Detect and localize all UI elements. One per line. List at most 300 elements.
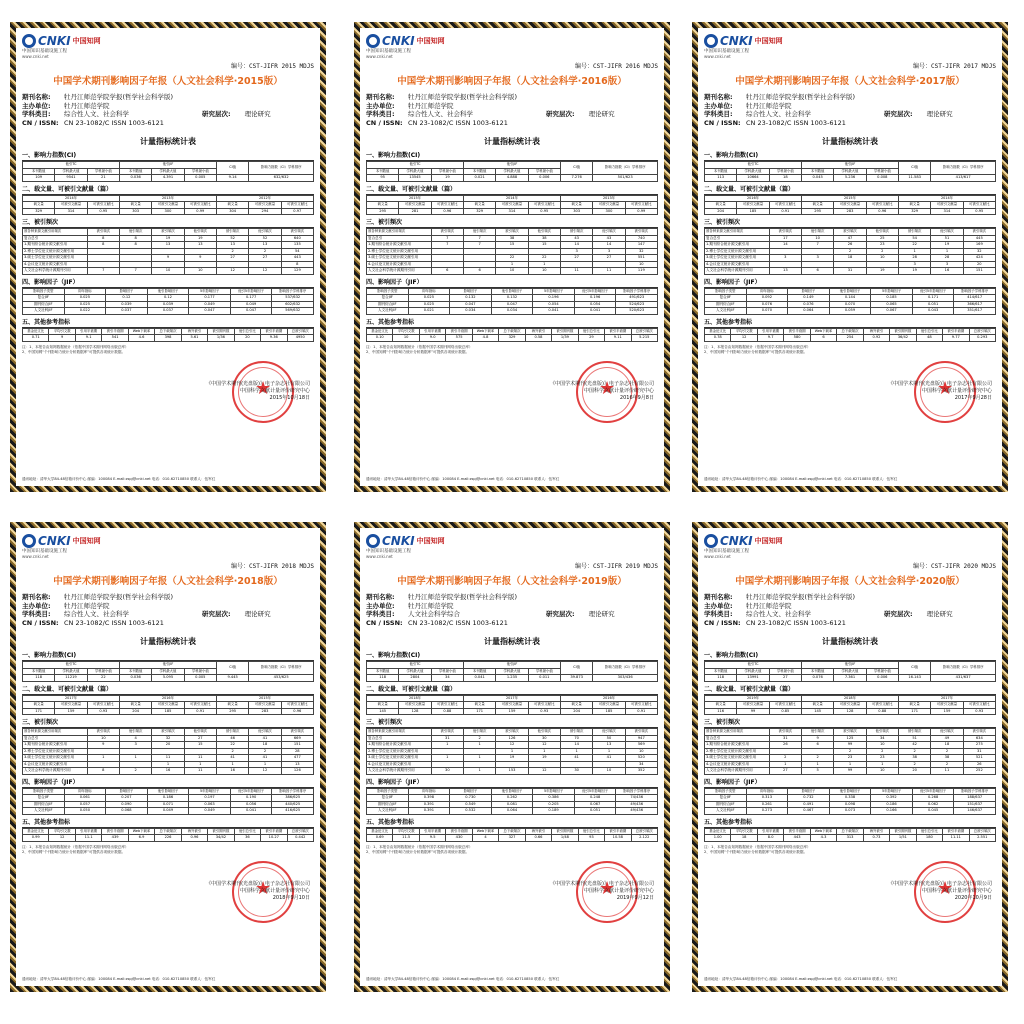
jif-col-header: 影响因子 [788,288,830,295]
section-jif: 四、影响因子（JIF） [366,277,658,288]
journal-label: 期刊名称: [22,93,51,101]
citation-value: 8 [119,242,151,249]
ci-value: 413/617 [931,175,996,182]
jif-value: 0.065 [871,301,913,308]
cn-issn-label: CN / ISSN: [22,118,59,127]
jif-value: 0.549 [450,801,492,808]
journal-label: 期刊名称: [704,593,733,601]
other-value: 29 [578,335,604,342]
jif-value: 0.041 [533,308,575,315]
ci-group-jif: 他引JIF [119,162,216,169]
other-col-header: 引用半衰期 [75,328,101,335]
jif-col-header: 他引5年影响因子 [912,788,954,795]
ci-group-tc: 他引TC [705,662,802,669]
jif-value: 0.185 [871,295,913,302]
ci-col-header: 学科最大值 [834,668,866,675]
volume-value: 0.88 [431,708,463,715]
citation-value: 28 [281,748,313,755]
jif-value: 414/617 [954,295,996,302]
citation-value: 6 [801,742,833,749]
jif-value: 0.056 [230,801,272,808]
logo-url: www.cnki.net [366,54,393,59]
jif-row-label: 复合JIF [705,795,747,802]
other-col-header: 被引期刊数 [552,328,578,335]
note-line: 注：1、本报告由知网数据统计（依据中国学术期刊网络出版总库） [704,844,811,849]
citation-value: 2 [898,748,930,755]
citation-value: 23 [834,755,866,762]
citation-value: 151 [963,268,995,275]
logo-text: CNKI [382,34,415,48]
star-icon: ★ [937,377,954,399]
volume-table [366,695,658,716]
citation-value: 14 [593,242,625,249]
journal-label: 期刊名称: [22,593,51,601]
other-col-header: 被引期刊数 [890,328,916,335]
volume-value: 159 [931,708,963,715]
volume-col-header: 可被引文献比 [769,202,801,209]
citation-value: 47 [834,235,866,242]
ci-group-tc: 他引TC [367,662,464,669]
jif-value: 0.047 [189,308,231,315]
level-value: 理论研究 [926,110,953,118]
citation-row-label: 3.硕士学位论文统计源文献引用 [705,255,770,262]
citation-value: 16 [216,768,248,775]
cn-issn-value: CN 23-1082/C ISSN 1003-6121 [64,118,164,127]
citation-value: 10 [801,235,833,242]
jif-col-header: 影响因子 [450,788,492,795]
citation-value: 41 [249,735,281,742]
citation-value: 22 [898,242,930,249]
citation-value: 15 [528,242,560,249]
section-citations: 三、被引频次 [22,717,314,728]
volume-col-header: 可被引文献比 [963,702,995,709]
ci-value: 5.095 [152,675,184,682]
other-col-header: 被引半衰期 [261,328,287,335]
citation-col-header: 他引频次 [931,229,963,236]
volume-col-header: 载文量 [705,702,737,709]
citation-value: 11 [184,755,216,762]
citation-value: 27 [184,735,216,742]
jif-col-header: 影响因子学科排序 [272,788,314,795]
jif-value: 0.054 [533,301,575,308]
sponsor-value: 牡丹江师范学院 [408,601,454,610]
jif-value: 0.171 [912,295,954,302]
citation-value: 14 [769,242,801,249]
section-volume: 二、载文量、可被引文献量（篇） [704,184,996,195]
citation-col-header: 被引频次 [431,229,463,236]
volume-value: 0.99 [625,208,657,215]
citation-value: 18 [834,255,866,262]
table-row [23,268,314,275]
stats-table-title: 计量指标统计表 [484,137,540,146]
citation-row-label: 人文社会科学统计源期刊引用 [23,768,88,775]
citation-col-header: 他引频次 [801,229,833,236]
jif-col-header: 影响因子学科排序 [954,288,996,295]
volume-value: 204 [119,708,151,715]
ci-col-header: 本刊数值 [367,168,399,175]
other-value: 11.1 [75,835,101,842]
other-value: 0.71 [23,335,49,342]
citation-value: 15 [496,242,528,249]
logo-cn: 中国知网 [72,37,101,45]
citation-value: 18 [931,742,963,749]
sponsor-label: 主办单位: [704,601,733,610]
evaluation-center: 中国科学文献计量评价研究中心 [921,887,992,894]
citation-col-header: 被引频次 [769,729,801,736]
citation-col-header: 被引频次 [625,229,657,236]
jif-value: 0.730 [450,795,492,802]
jif-row-label: 复合JIF [705,295,747,302]
other-table [22,328,314,342]
other-value: 1.00 [705,835,731,842]
volume-value: 0.99 [184,208,216,215]
citation-col-header: 被引频次 [281,229,313,236]
other-value: 9.36 [261,335,287,342]
jif-col-header: 影响因子类型 [367,788,409,795]
jif-value: 0.391 [408,801,450,808]
jif-value: 0.049 [230,301,272,308]
volume-value: 0.95 [528,208,560,215]
section-other: 五、其他参考指标 [704,317,996,328]
other-col-header: 海外被引 [181,828,207,835]
jif-col-header: 5年影响因子 [189,288,231,295]
table-row [705,308,996,315]
citation-value: 2 [834,748,866,755]
ci-col-header: 影响力指数（CI）学科排序 [249,162,314,175]
evaluation-center: 中国科学文献计量评价研究中心 [583,387,654,394]
jif-value: 0.054 [574,301,616,308]
other-value: 8.0 [757,835,783,842]
volume-value: 145 [367,708,399,715]
citation-value: 3 [119,742,151,749]
citation-value: 126 [496,735,528,742]
citation-value: 11 [931,768,963,775]
ci-col-header: 学科最大值 [152,668,184,675]
volume-col-header: 可被引文献比 [528,702,560,709]
ci-value: 0.021 [463,175,495,182]
ci-value: 19 [431,175,463,182]
volume-value: 159 [55,708,87,715]
other-value: 4.8 [472,335,498,342]
citation-value: 1 [152,761,184,768]
citation-value: 20 [963,261,995,268]
ci-col-header: 本刊数值 [23,668,55,675]
citation-value: 2 [931,761,963,768]
section-citations: 三、被引频次 [22,217,314,228]
citation-col-header: 被引频次 [769,229,801,236]
other-value: 9.0 [419,335,445,342]
ci-col-header: 影响力指数（CI）学科排序 [593,162,658,175]
section-other: 五、其他参考指标 [22,817,314,828]
volume-value: 0.88 [866,708,898,715]
other-col-header: 被引期刊数 [890,828,916,835]
other-col-header: 平均引文数 [731,828,757,835]
volume-col-header: 可被引文献量 [834,702,866,709]
level-label: 研究层次: [884,610,913,618]
citation-value: 9 [87,742,119,749]
citation-value: 13 [152,242,184,249]
jif-value: 0.273 [746,808,788,815]
jif-value: 0.039 [106,301,148,308]
sponsor-value: 牡丹江师范学院 [746,101,792,110]
ci-col-header: 本刊数值 [801,668,833,675]
jif-col-header: 他引影响因子 [829,788,871,795]
ci-group-tc: 他引TC [23,662,120,669]
jif-col-header: 5年影响因子 [533,788,575,795]
volume-year: 2019年 [705,695,802,702]
note-line: 2、中国知网“个刊影响力统计分析数据库”可提供各项统计数据。 [22,849,126,854]
other-value: 0.96 [181,835,207,842]
other-value: 313 [837,835,863,842]
jif-value: 0.189 [533,808,575,815]
volume-year: 2016年 [560,695,657,702]
table-row [23,768,314,775]
category-value: 综合性人文、社会科学 [408,110,473,118]
logo-cn: 中国知网 [754,37,783,45]
jif-value: 0.037 [147,308,189,315]
citation-value: 26 [963,761,995,768]
citation-value: 10 [625,748,657,755]
citation-value: 49 [931,735,963,742]
report-code: 编号：CST-JIFR 2015 MDJS [230,63,314,70]
table-row [23,308,314,315]
citations-table [22,228,314,275]
citation-col-header: 他引频次 [866,229,898,236]
jif-value: 0.057 [64,801,106,808]
citation-value: 27 [249,255,281,262]
citation-value: 2 [931,748,963,755]
jif-value: 0.177 [189,295,231,302]
category-label: 学科类目: [22,110,51,118]
ci-col-header: CI值 [216,162,248,175]
citation-value: 31 [769,735,801,742]
citation-value: 10 [87,735,119,742]
volume-col-header: 载文量 [898,702,930,709]
citation-value: 12 [216,268,248,275]
volume-col-header: 载文量 [560,202,592,209]
jif-value: 0.12 [147,295,189,302]
note-line: 2、中国知网“个刊影响力统计分析数据库”可提供各项统计数据。 [704,849,808,854]
level-label: 研究层次: [884,110,913,118]
jif-row-label: 人文社科JIF [367,808,409,815]
citation-value: 119 [625,268,657,275]
logo-cn: 中国知网 [416,537,445,545]
publisher-name: 《中国学术期刊(光盘版)》电子杂志社有限公司 [206,380,310,387]
jif-value: 0.144 [829,295,871,302]
section-ci: 一、影响力指数(CI) [366,150,658,161]
other-col-header: Web下载率 [472,328,498,335]
jif-value: 0.063 [189,801,231,808]
jif-col-header: 即年指标 [746,288,788,295]
ci-col-header: 学科最大值 [152,168,184,175]
citation-col-header: 被引频次 [898,729,930,736]
ci-value: 21 [87,175,119,182]
logo-subtitle: 中国知识基础设施工程 [22,49,67,54]
citation-value: 7 [463,242,495,249]
other-value: 6.9 [128,835,154,842]
notes [366,845,658,855]
volume-col-header: 载文量 [801,702,833,709]
other-value: 0.10 [367,335,393,342]
level-label: 研究层次: [202,610,231,618]
other-value: 580 [784,335,810,342]
citation-value: 151 [281,742,313,749]
citation-value: 31 [834,268,866,275]
report-date: 2016年9月8日 [619,394,654,401]
jif-col-header: 影响因子类型 [705,288,747,295]
jif-value: 0.021 [408,308,450,315]
citation-source-header: 被各种来源文献引用频次 [23,729,88,736]
other-table [704,328,996,342]
other-col-header: 被引期刊数 [552,828,578,835]
citation-row-label: 4.会议论文统计源文献引用 [367,261,432,268]
other-col-header: 被引期刊数 [208,828,234,835]
level-value: 理论研究 [926,610,953,618]
volume-value: 0.91 [769,208,801,215]
citation-value: 2 [216,248,248,255]
citation-row-label: 人文社会科学统计源期刊引用 [367,268,432,275]
ci-value: 431/637 [931,675,996,682]
other-value: 20 [234,335,260,342]
contact-footer: 通讯地址：清华大学84-48信箱评价中心 邮编：100084 E-mail:zspj@cnki.net 电话：010-62710850 联系人：伍军红 [22,477,216,481]
jif-value: 0.076 [788,301,830,308]
logo-cn: 中国知网 [754,537,783,545]
citation-value: 13 [216,242,248,249]
citation-row-label: 1.期刊综合统计源文献引用 [705,742,770,749]
volume-col-header: 可被引文献量 [399,202,431,209]
publisher-block [888,877,992,902]
publisher-block [888,377,992,402]
other-value: 93 [578,835,604,842]
ci-col-header: 影响力指数（CI）学科排序 [931,662,996,675]
jif-value: 0.067 [574,801,616,808]
section-volume: 二、载文量、可被引文献量（篇） [22,684,314,695]
jif-value: 0.047 [450,301,492,308]
citation-col-header: 他引频次 [528,229,560,236]
citation-value: 1 [593,748,625,755]
jif-value: 0.132 [491,295,533,302]
citation-value: 51 [898,735,930,742]
jif-value: 0.050 [64,808,106,815]
level-label: 研究层次: [202,110,231,118]
contact-footer: 通讯地址：清华大学84-48信箱评价中心 邮编：100084 E-mail:zspj@cnki.net 电话：010-62710850 联系人：伍军红 [704,977,898,981]
logo-cn: 中国知网 [416,37,445,45]
citation-value: 443 [281,255,313,262]
evaluation-center: 中国科学文献计量评价研究中心 [583,887,654,894]
other-col-header: 他引总引比 [916,828,942,835]
ci-value: 7.361 [834,675,866,682]
journal-name: 牡丹江师范学院学报(哲学社会科学版) [408,593,518,601]
citation-row-label: 复合总引 [23,235,88,242]
citation-row-label: 4.会议论文统计源文献引用 [705,261,770,268]
citation-value: 3 [801,255,833,262]
other-col-header: 总下载频次 [837,828,863,835]
citation-value: 12 [528,742,560,749]
ci-value: 109 [23,175,55,182]
other-value: 2.122 [631,835,657,842]
volume-col-header: 可被引文献比 [184,202,216,209]
report-code: 编号：CST-JIFR 2019 MDJS [574,563,658,570]
jif-col-header: 即年指标 [408,288,450,295]
journal-meta [704,593,996,627]
jif-value: 0.034 [491,308,533,315]
volume-value: 204 [560,708,592,715]
other-value: 5.61 [181,335,207,342]
citation-value: 27 [560,255,592,262]
ci-value: 16.143 [898,675,930,682]
volume-col-header: 可被引文献比 [281,702,313,709]
volume-value: 128 [399,708,431,715]
citation-value: 8 [87,235,119,242]
table-row [367,308,658,315]
volume-value: 159 [496,708,528,715]
citation-value: 19 [496,755,528,762]
citation-row-label: 复合总引 [367,235,432,242]
citation-value: 41 [560,755,592,762]
citation-value: 1 [496,748,528,755]
report-date: 2015年10月18日 [269,394,310,401]
citation-value: 14 [560,242,592,249]
jif-value: 0.068 [106,808,148,815]
citation-value: 38 [898,755,930,762]
citation-col-header: 被引频次 [87,729,119,736]
citation-row-label: 3.硕士学位论文统计源文献引用 [23,755,88,762]
report-title: 中国学术期刊影响因子年报（人文社会科学·2019版） [397,576,627,587]
volume-col-header: 可被引文献量 [737,702,769,709]
other-col-header: 被引半衰期 [605,828,631,835]
other-col-header: 基金论文比 [705,828,731,835]
other-value: 9.5 [419,835,445,842]
seal-area [22,359,314,427]
section-jif: 四、影响因子（JIF） [704,277,996,288]
jif-value: 0.491 [788,801,830,808]
ci-col-header: 学科最小值 [87,668,119,675]
other-value: 1/39 [552,335,578,342]
cn-issn-label: CN / ISSN: [366,618,403,627]
citation-value: 3 [898,261,930,268]
jif-col-header: 他引影响因子 [147,288,189,295]
jif-value: 0.149 [788,295,830,302]
citation-row-label: 4.会议论文统计源文献引用 [367,761,432,768]
volume-year: 2012年 [216,195,313,202]
volume-value: 0.93 [87,708,119,715]
jif-value: 569/632 [272,308,314,315]
ci-value: 9.445 [216,675,248,682]
citation-row-label: 2.博士学位论文统计源文献引用 [367,748,432,755]
jif-value: 146/637 [954,808,996,815]
citation-value: 520 [625,755,657,762]
jif-value: 366/617 [954,301,996,308]
ci-col-header: 学科最小值 [431,668,463,675]
citation-value: 43 [560,235,592,242]
jif-row-label: 期刊综合JIF [23,801,65,808]
ci-col-header: 学科最大值 [737,668,769,675]
citation-value: 126 [281,768,313,775]
sponsor-label: 主办单位: [22,601,51,610]
jif-col-header: 影响因子 [106,788,148,795]
report-code: 编号：CST-JIFR 2016 MDJS [574,63,658,70]
citation-value: 1 [87,755,119,762]
section-citations: 三、被引频次 [704,717,996,728]
other-col-header: Web下载率 [472,828,498,835]
jif-col-header: 影响因子类型 [23,288,65,295]
citation-col-header: 他引频次 [463,229,495,236]
volume-value: 329 [898,208,930,215]
citation-value: 1 [898,248,930,255]
jif-value: 416/625 [272,808,314,815]
volume-col-header: 可被引文献量 [931,702,963,709]
citation-row-label: 复合总引 [705,735,770,742]
